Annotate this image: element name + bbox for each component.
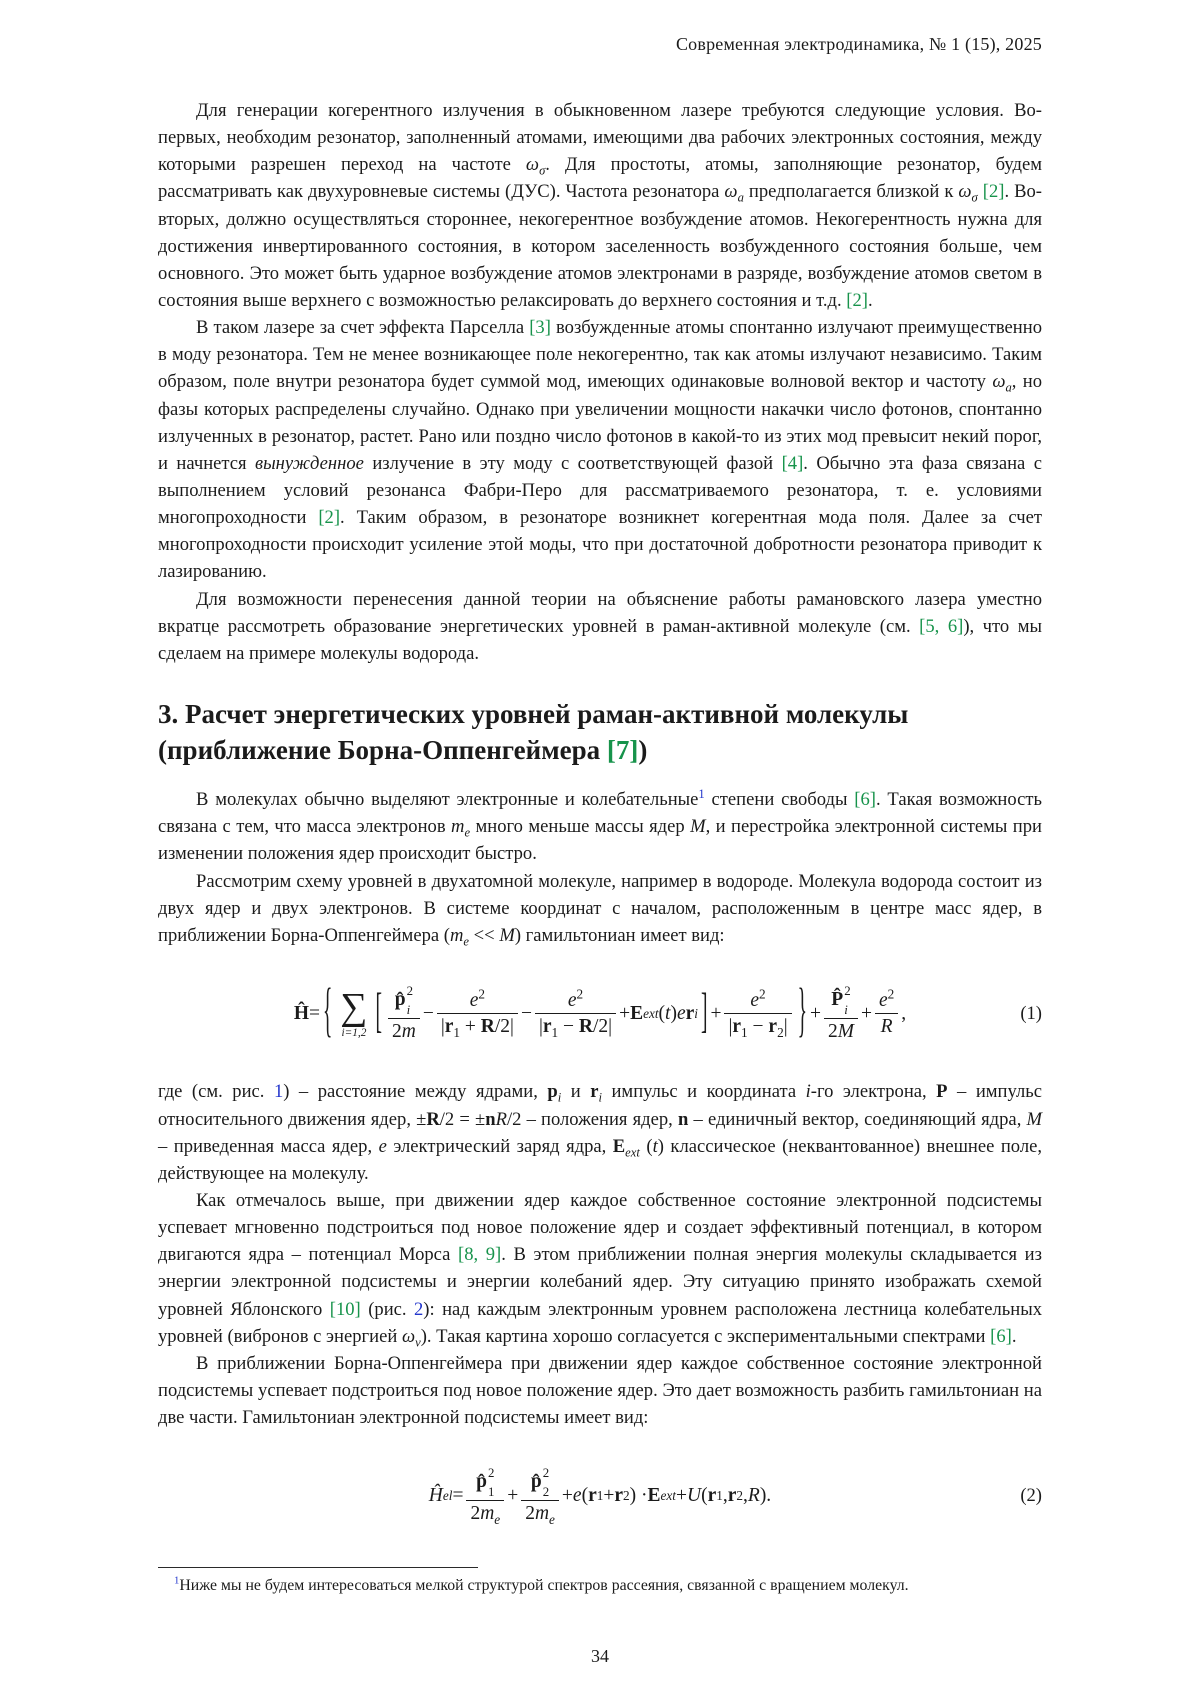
figure-ref-link[interactable]: 1 bbox=[273, 1081, 284, 1103]
paragraph-raman-intro: Для возможности перенесения данной теории на объяснение работы рамановского лазера уместно вкратце рассмотреть образование энергетических уровней в раман-активной молекуле (см. [5, 6]), что мы сделаем на примере молекулы водорода. bbox=[158, 588, 1042, 664]
citation-link[interactable]: [3] bbox=[529, 317, 551, 339]
citation-link[interactable]: [10] bbox=[329, 1298, 361, 1320]
footnote-ref-link[interactable]: 1 bbox=[174, 1574, 180, 1587]
summation-symbol: ∑ i=1,2 bbox=[340, 985, 368, 1039]
journal-header: Современная электродинамика, № 1 (15), 2025 bbox=[675, 34, 1042, 54]
figure-ref-link[interactable]: 2 bbox=[414, 1298, 424, 1320]
big-delimiter: [ bbox=[375, 986, 383, 1039]
equation-1-number: (1) bbox=[1020, 1002, 1042, 1024]
section-heading: 3. Расчет энергетических уровней раман-активной молекулы (приближение Борна-Оппенгеймера [7]) bbox=[158, 698, 909, 765]
math-fraction: p̂ 2 2 $2m_e$ bbox=[521, 1467, 559, 1524]
math-fraction: p̂ 2 i 2m bbox=[388, 985, 420, 1042]
sub-sup-stack: 2 2 bbox=[542, 1466, 550, 1499]
paragraph-degrees-of-freedom: В молекулах обычно выделяют электронные и колебательные$^1$ степени свободы [6]. Такая возможность связана с тем, что масса электронов $m_e$ много меньше массы ядер M, и перестройка электронной системы при изменении положения ядер происходит быстро. bbox=[158, 787, 1042, 865]
math-fraction: $\frac{e^2}{|r_1 - r_2|}$ bbox=[724, 990, 791, 1038]
paragraph-where-clause: где (см. рис. 1) – расстояние между ядрами, $p_i$ и $r_i$ импульс и координата i-го электрона, P – импульс относительного движения ядер, ±R/2 = ±nR/2 – положения ядер, n – единичный вектор, соединяющий ядра, M – приведенная масса ядер, e электрический заряд ядра, $E_{ext}$ (t) классическое (неквантованное) внешнее поле, действующее на молекулу. bbox=[158, 1081, 1043, 1184]
footnote bbox=[158, 1567, 1042, 1596]
equation-2-body: Ĥ el = p̂ 2 1 $2m_e$ + p̂ 2 2 $2m_e$ + e ( r 1 + r 2 ) · E ext + U ( r 1 , r 2 , R ). bbox=[428, 1466, 772, 1527]
citation-link[interactable]: [6] bbox=[854, 789, 876, 811]
citation-link[interactable]: [2] bbox=[846, 289, 868, 311]
citation-link[interactable]: [6] bbox=[990, 1325, 1012, 1347]
big-delimiter: } bbox=[797, 979, 807, 1045]
big-delimiter: { bbox=[323, 979, 333, 1045]
math-fraction: p̂ 2 1 $2m_e$ bbox=[466, 1467, 504, 1524]
math-fraction: $\frac{e^2}{|r_1 - R/2|}$ bbox=[535, 990, 616, 1038]
math-fraction: P̂ 2 i 2M bbox=[824, 985, 858, 1042]
equation-1-body: Ĥ = { ∑ i=1,2 [ p̂ 2 i 2m − $\frac{e^2}{|r_1 + R/2|}$ − $\frac{e^2}{|r_1 - R/2|}$ + E ext ( t ) e r i ] + $\frac{e^2}{|r_1 - r_2|}$ } + P̂ 2 i 2M + $\frac{e^2}{R}$ , bbox=[294, 985, 906, 1042]
citation-link[interactable]: [2] bbox=[982, 181, 1005, 203]
footnote-rule bbox=[158, 1567, 478, 1568]
math-fraction: $\frac{e^2}{|r_1 + R/2|}$ bbox=[437, 990, 518, 1038]
equation-2 bbox=[158, 1466, 1042, 1527]
sub-sup-stack: 2 i bbox=[406, 984, 414, 1017]
sub-sup-stack: 2 i bbox=[844, 984, 851, 1017]
paragraph-hamiltonian-split: В приближении Борна-Оппенгеймера при движении ядер каждое собственное состояние электронной подсистемы успевает подстроиться под новое положение ядер. Это дает возможность разбить гамильтониан на две части. Гамильтониан электронной подсистемы имеет вид: bbox=[158, 1352, 1042, 1429]
paragraph-purcell-effect: В таком лазере за счет эффекта Парселла [3] возбужденные атомы спонтанно излучают преимущественно в моду резонатора. Тем не менее возникающее поле некогерентно, так как атомы излучают независимо. Таким образом, поле внутри резонатора будет суммой мод, имеющих одинаковые волновой вектор и частоту $\omega_a$, но фазы которых распределены случайно. Однако при увеличении мощности накачки число фотонов, спонтанно излученных в резонатор, растет. Рано или поздно число фотонов в какой-то из этих мод превысит некий порог, и начнется вынужденное излучение в эту моду с соответствующей фазой [4]. Обычно эта фаза связана с выполнением условий резонанса Фабри-Перо для рассматриваемого резонатора, т. е. условиями многопроходности [2]. Таким образом, в резонаторе возникнет когерентная мода поля. Далее за счет многопроходности происходит усиление этой моды, что при достаточной добротности резонатора приводит к лазированию. bbox=[158, 317, 1043, 583]
page-number: 34 bbox=[591, 1646, 609, 1666]
equation-1 bbox=[158, 979, 1042, 1045]
footnote-text: $^1$Ниже мы не будем интересоваться мелкой структурой спектров рассеяния, связанной с вращением молекул. bbox=[174, 1574, 909, 1594]
citation-link[interactable]: [8, 9] bbox=[458, 1244, 502, 1266]
paragraph-morse-potential: Как отмечалось выше, при движении ядер каждое собственное состояние электронной подсистемы успевает мгновенно подстроиться под новое положение ядер и создает эффективный потенциал, в котором двигаются ядра – потенциал Морса [8, 9]. В этом приближении полная энергия молекулы складывается из энергии электронной подсистемы и энергии колебаний ядер. Эту ситуацию принято изображать схемой уровней Яблонского [10] (рис. 2): над каждым электронным уровнем расположена лестница колебательных уровней (вибронов с энергией $\omega_v$). Такая картина хорошо согласуется с экспериментальными спектрами [6]. bbox=[158, 1189, 1043, 1350]
citation-link[interactable]: [2] bbox=[318, 507, 341, 529]
big-delimiter: ] bbox=[700, 986, 708, 1039]
citation-link[interactable]: [5, 6] bbox=[919, 615, 964, 637]
paragraph-laser-conditions: Для генерации когерентного излучения в обыкновенном лазере требуются следующие условия. Во-первых, необходим резонатор, заполненный атомами, имеющими два рабочих электронных состояния, между которыми разрешен переход на частоте $\omega_\sigma$. Для простоты, атомы, заполняющие резонатор, будем рассматривать как двухуровневые системы (ДУС). Частота резонатора $\omega_a$ предполагается близкой к $\omega_\sigma$ [2]. Во-вторых, должно осуществляться стороннее, некогерентное возбуждение атомов. Некогерентность нужна для достижения инвертированного состояния, в котором заселенность возбужденного состояния больше, чем основного. Это может быть ударное возбуждение атомов электронами в разряде, возбуждение атомов светом в состояния выше верхнего с возможностью релаксировать до верхнего состояния и т.д. [2]. bbox=[158, 100, 1042, 311]
citation-link[interactable]: [7] bbox=[606, 734, 639, 765]
sub-sup-stack: 2 1 bbox=[488, 1466, 495, 1499]
paragraph-hydrogen-molecule: Рассмотрим схему уровней в двухатомной молекуле, например в водороде. Молекула водорода состоит из двух ядер и двух электронов. В системе координат с началом, расположенным в центре масс ядер, в приближении Борна-Оппенгеймера $(m_e << M)$ гамильтониан имеет вид: bbox=[158, 870, 1042, 949]
math-fraction: $\frac{e^2}{R}$ bbox=[875, 990, 898, 1038]
footnote-ref-link[interactable]: 1 bbox=[698, 787, 705, 802]
equation-2-number: (2) bbox=[1020, 1484, 1042, 1506]
citation-link[interactable]: [4] bbox=[781, 452, 804, 474]
